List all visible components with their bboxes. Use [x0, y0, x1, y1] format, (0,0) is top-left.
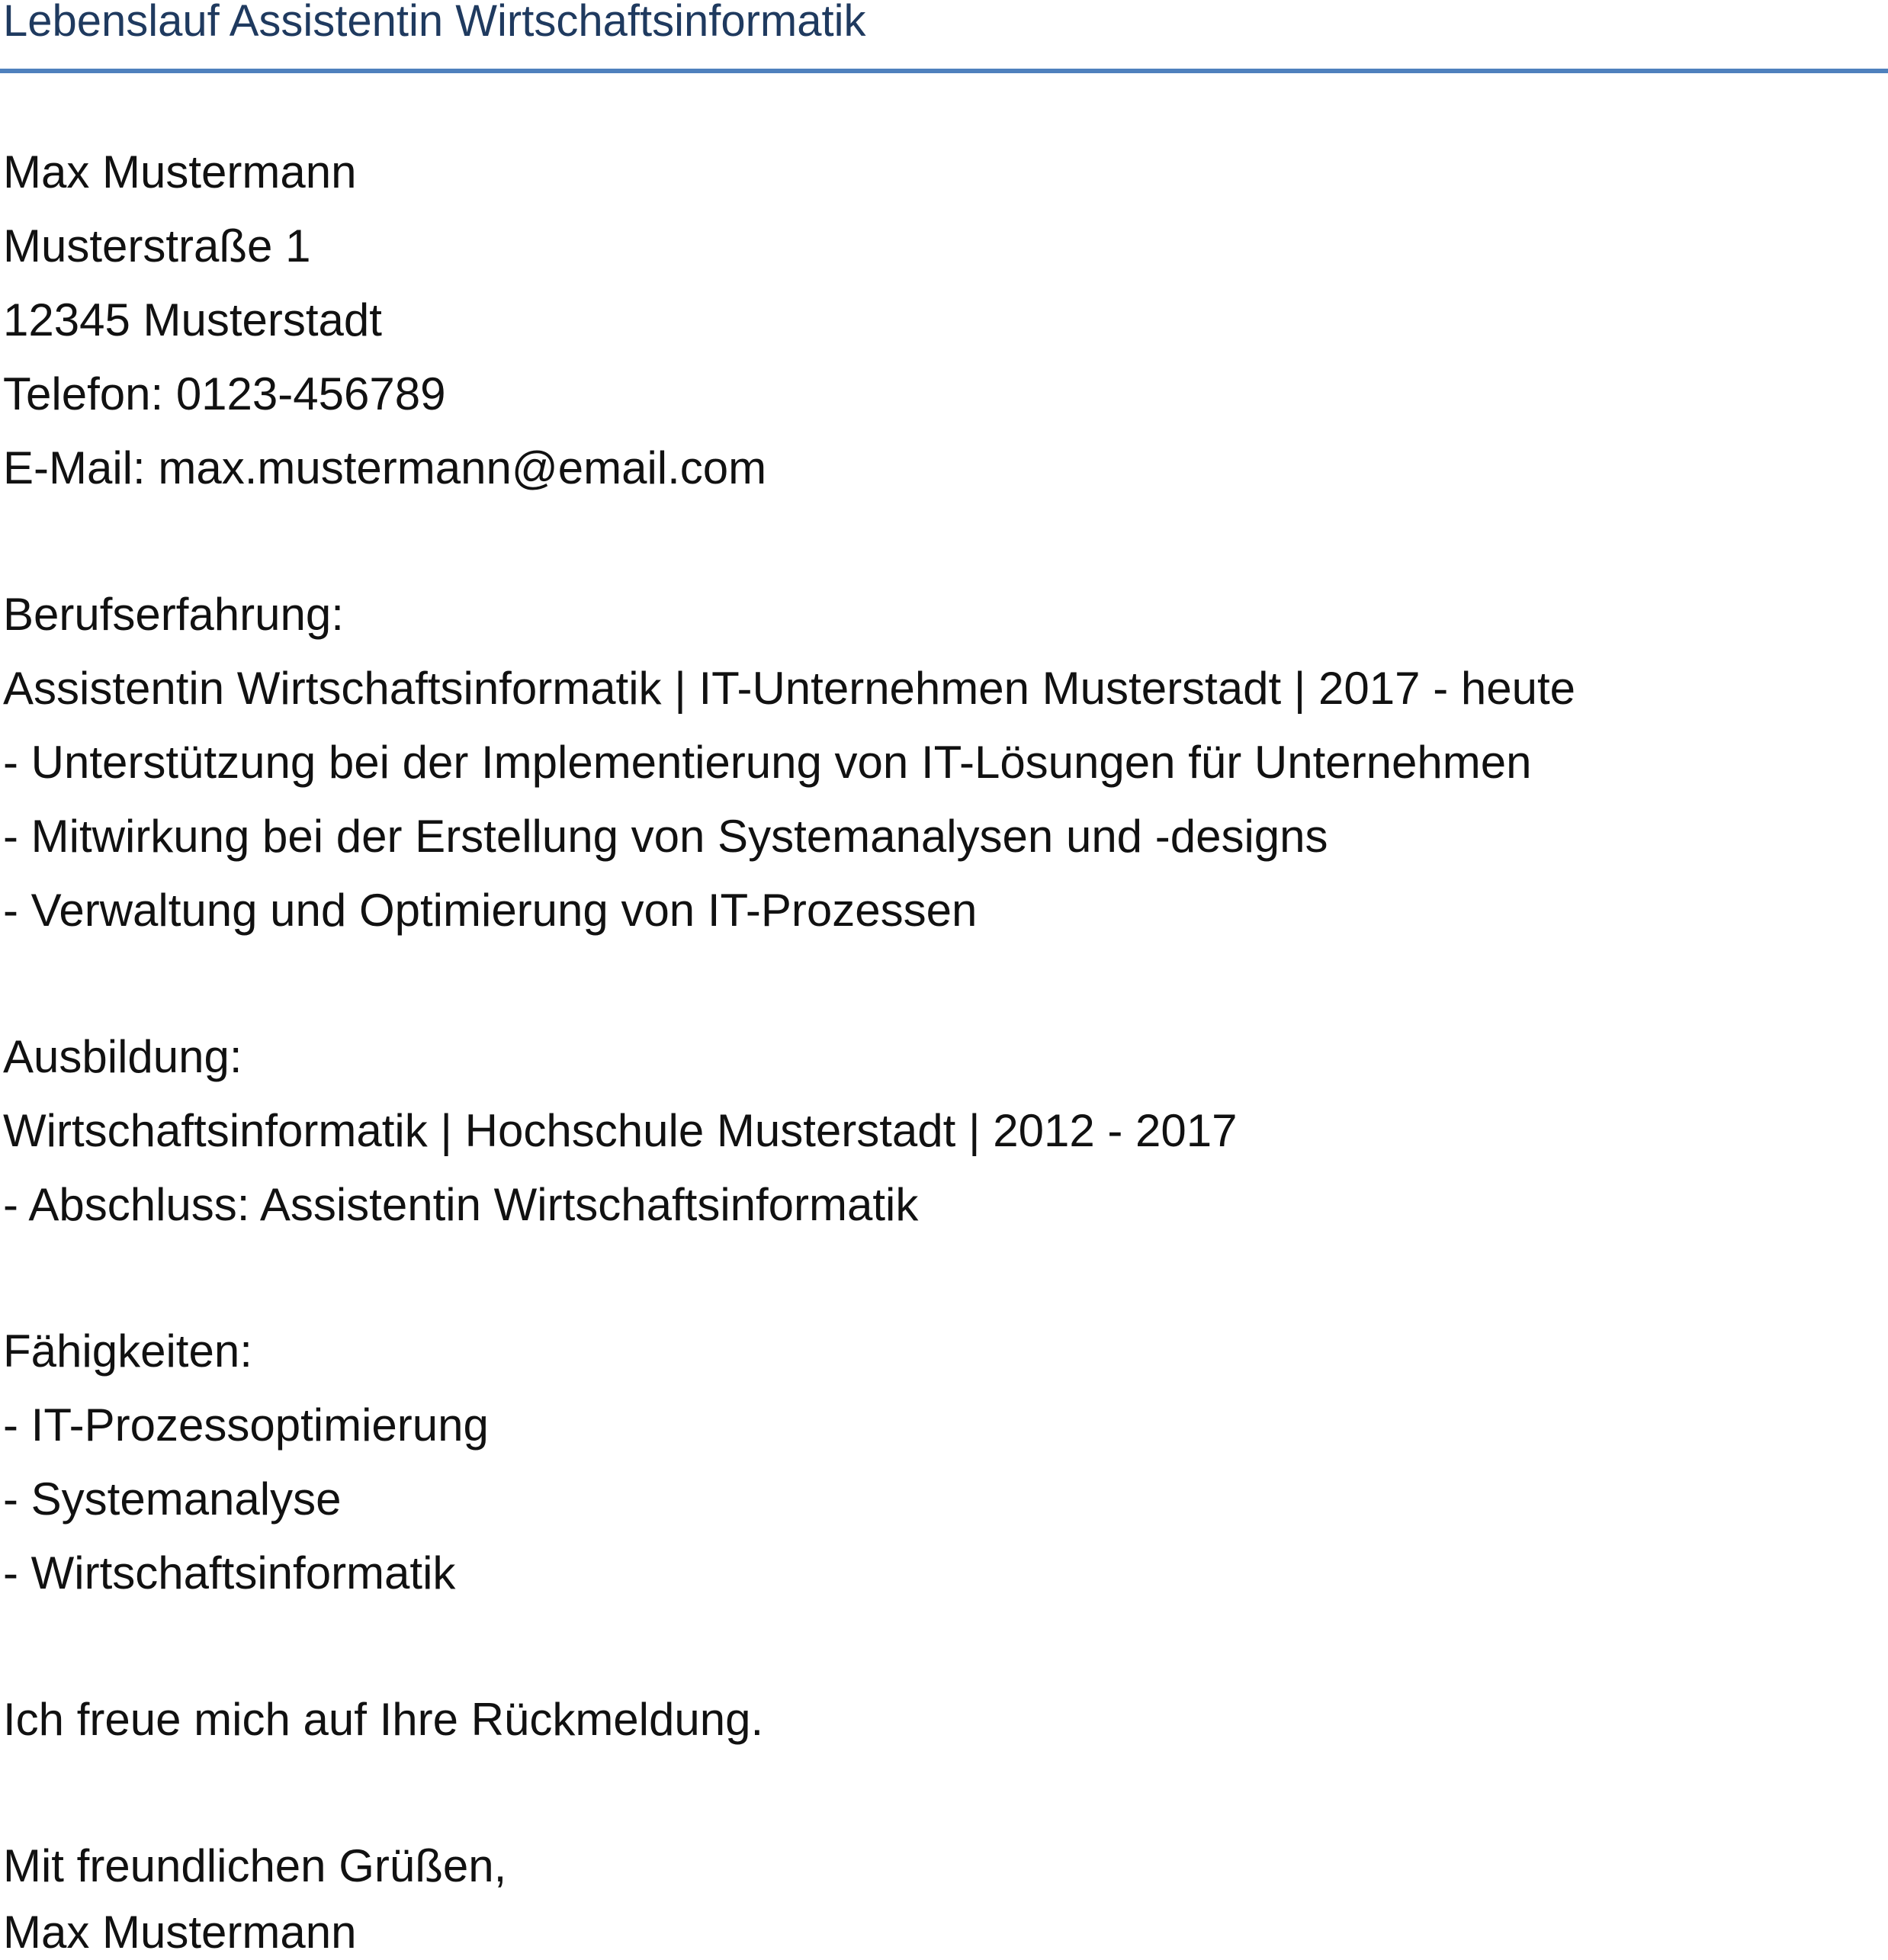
contact-email: E-Mail: max.mustermann@email.com	[3, 442, 767, 493]
contact-street: Musterstraße 1	[3, 220, 311, 272]
education-program: Wirtschaftsinformatik | Hochschule Musterstadt | 2012 - 2017	[3, 1105, 1238, 1156]
experience-heading: Berufserfahrung:	[3, 589, 344, 640]
contact-city: 12345 Musterstadt	[3, 294, 382, 345]
skills-heading: Fähigkeiten:	[3, 1325, 252, 1377]
closing-message: Ich freue mich auf Ihre Rückmeldung.	[3, 1694, 764, 1745]
education-heading: Ausbildung:	[3, 1031, 242, 1082]
title-underline	[0, 69, 1888, 73]
document-title: Lebenslauf Assistentin Wirtschaftsinformatik	[3, 0, 866, 46]
contact-name: Max Mustermann	[3, 146, 357, 198]
education-bullet: - Abschluss: Assistentin Wirtschaftsinformatik	[3, 1179, 919, 1230]
experience-bullet: - Unterstützung bei der Implementierung von IT-Lösungen für Unternehmen	[3, 737, 1532, 788]
experience-bullet: - Mitwirkung bei der Erstellung von Systemanalysen und -designs	[3, 811, 1328, 862]
contact-phone: Telefon: 0123-456789	[3, 368, 446, 419]
skills-item: - Systemanalyse	[3, 1473, 342, 1525]
experience-position: Assistentin Wirtschaftsinformatik | IT-Unternehmen Musterstadt | 2017 - heute	[3, 663, 1576, 714]
closing-signature: Max Mustermann	[3, 1907, 357, 1958]
skills-item: - Wirtschaftsinformatik	[3, 1547, 456, 1599]
experience-bullet: - Verwaltung und Optimierung von IT-Prozessen	[3, 885, 978, 936]
closing-salutation: Mit freundlichen Grüßen,	[3, 1840, 507, 1891]
skills-item: - IT-Prozessoptimierung	[3, 1399, 489, 1451]
